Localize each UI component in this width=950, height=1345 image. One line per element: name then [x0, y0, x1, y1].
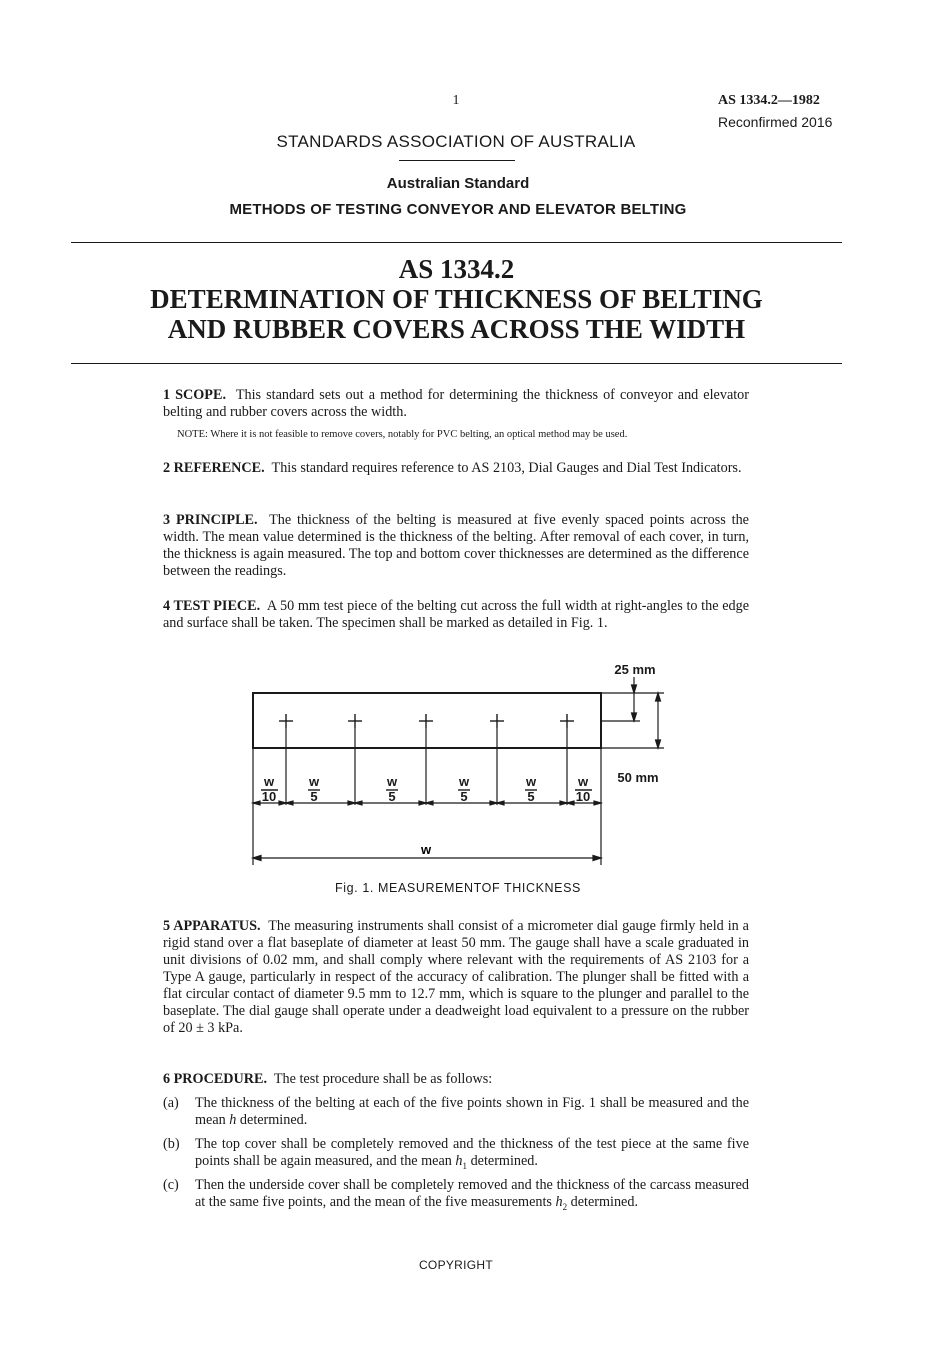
edge-offset-dimension: [601, 677, 640, 721]
reconfirmed-label: Reconfirmed 2016: [718, 114, 833, 130]
procedure-item-a: [163, 1095, 749, 1134]
title-rule-top: [71, 242, 842, 243]
fraction-denominator: 5: [388, 789, 396, 804]
section-heading: 4 TEST PIECE.: [163, 598, 261, 614]
fraction-numerator: w: [263, 774, 275, 789]
section-text: This standard requires reference to AS 2103, Dial Gauges and Dial Test Indicators.: [271, 460, 742, 476]
item-label: (c): [163, 1177, 179, 1193]
section-text: This standard sets out a method for determining the thickness of conveyor and elevator belting and rubber covers across the width.: [163, 387, 749, 420]
section-principle: [163, 512, 749, 580]
section-text: The measuring instruments shall consist of a micrometer dial gauge firmly held in a rigid stand over a flat baseplate of diameter at least 50 mm. The gauge shall have a scale graduated in unit divisions of 0.02 mm, and shall comply where relevant with the requirements of AS 2103 for a Type A gauge, particularly in respect of the accuracy of calibration. The plunger shall be fitted with a flat circular contact of diameter 9.5 mm to 12.7 mm, which is square to the plunger and parallel to the baseplate. The dial gauge shall operate under a deadweight load equivalent to a pressure on the rubber of 20 ± 3 kPa.: [163, 918, 749, 1036]
section-heading: 5 APPARATUS.: [163, 918, 261, 934]
width-label: w: [420, 842, 432, 857]
section-heading: 3 PRINCIPLE.: [163, 512, 258, 528]
organization-name: STANDARDS ASSOCIATION OF AUSTRALIA: [276, 132, 636, 151]
title-rule-bottom: [71, 363, 842, 364]
item-text: The thickness of the belting at each of the five points shown in Fig. 1 shall be measured and the mean h determined.: [195, 1095, 749, 1128]
section-test-piece: [163, 598, 749, 632]
fraction-numerator: w: [458, 774, 470, 789]
title-code: AS 1334.2: [398, 254, 515, 284]
page-number: 1: [452, 93, 460, 108]
fraction-denominator: 10: [575, 789, 591, 804]
main-title: [71, 254, 842, 344]
fraction-denominator: 5: [310, 789, 318, 804]
section-heading: 6 PROCEDURE.: [163, 1071, 268, 1087]
title-line-2: AND RUBBER COVERS ACROSS THE WIDTH: [167, 314, 746, 344]
edge-offset-label: 25 mm: [614, 662, 656, 677]
measurement-marks: [279, 714, 574, 728]
section-text: A 50 mm test piece of the belting cut across the full width at right-angles to the edge and surface shall be taken. The specimen shall be marked as detailed in Fig. 1.: [163, 598, 750, 631]
series-title: METHODS OF TESTING CONVEYOR AND ELEVATOR BELTING: [229, 201, 687, 218]
copyright-footer: COPYRIGHT: [418, 1258, 494, 1272]
item-label: (b): [163, 1136, 180, 1152]
section-scope: [163, 387, 749, 421]
scope-note: NOTE: Where it is not feasible to remove covers, notably for PVC belting, an optical method may be used.: [177, 429, 628, 440]
section-text: The thickness of the belting is measured at five evenly spaced points across the width. The mean value determined is the thickness of the belting. After removal of each cover, in turn, the thickness is again measured. The top and bottom cover thicknesses are determined as the difference between the readings.: [163, 512, 749, 579]
fraction-numerator: w: [577, 774, 589, 789]
fraction-denominator: 5: [527, 789, 535, 804]
fraction-denominator: 5: [460, 789, 468, 804]
fraction-numerator: w: [386, 774, 398, 789]
standard-code: AS 1334.2—1982: [718, 93, 820, 108]
figure-caption: Fig. 1. MEASUREMENTOF THICKNESS: [335, 881, 581, 895]
section-apparatus: [163, 918, 749, 1037]
section-reference: [163, 460, 749, 477]
fraction-numerator: w: [308, 774, 320, 789]
section-procedure: [163, 1071, 749, 1088]
item-label: (a): [163, 1095, 179, 1111]
figure-test-piece-diagram: [240, 655, 680, 870]
procedure-item-c: [163, 1177, 749, 1216]
title-line-1: DETERMINATION OF THICKNESS OF BELTING: [150, 284, 763, 314]
document-kind: Australian Standard: [386, 175, 530, 192]
section-heading: 1 SCOPE.: [163, 387, 226, 403]
section-heading: 2 REFERENCE.: [163, 460, 265, 476]
fraction-numerator: w: [525, 774, 537, 789]
procedure-item-b: [163, 1136, 749, 1175]
spacing-dimension-line: [253, 801, 601, 805]
organization-underline: [399, 160, 515, 161]
item-text: Then the underside cover shall be completely removed and the thickness of the carcass measured at the same five points, and the mean of the five measurements $h_2$ determined.: [195, 1177, 749, 1212]
item-text: The top cover shall be completely removed and the thickness of the test piece at the same five points shall be again measured, and the mean $h_1$ determined.: [195, 1136, 749, 1171]
fraction-denominator: 10: [261, 789, 277, 804]
specimen-height-label: 50 mm: [617, 770, 659, 785]
section-text: The test procedure shall be as follows:: [273, 1071, 493, 1087]
